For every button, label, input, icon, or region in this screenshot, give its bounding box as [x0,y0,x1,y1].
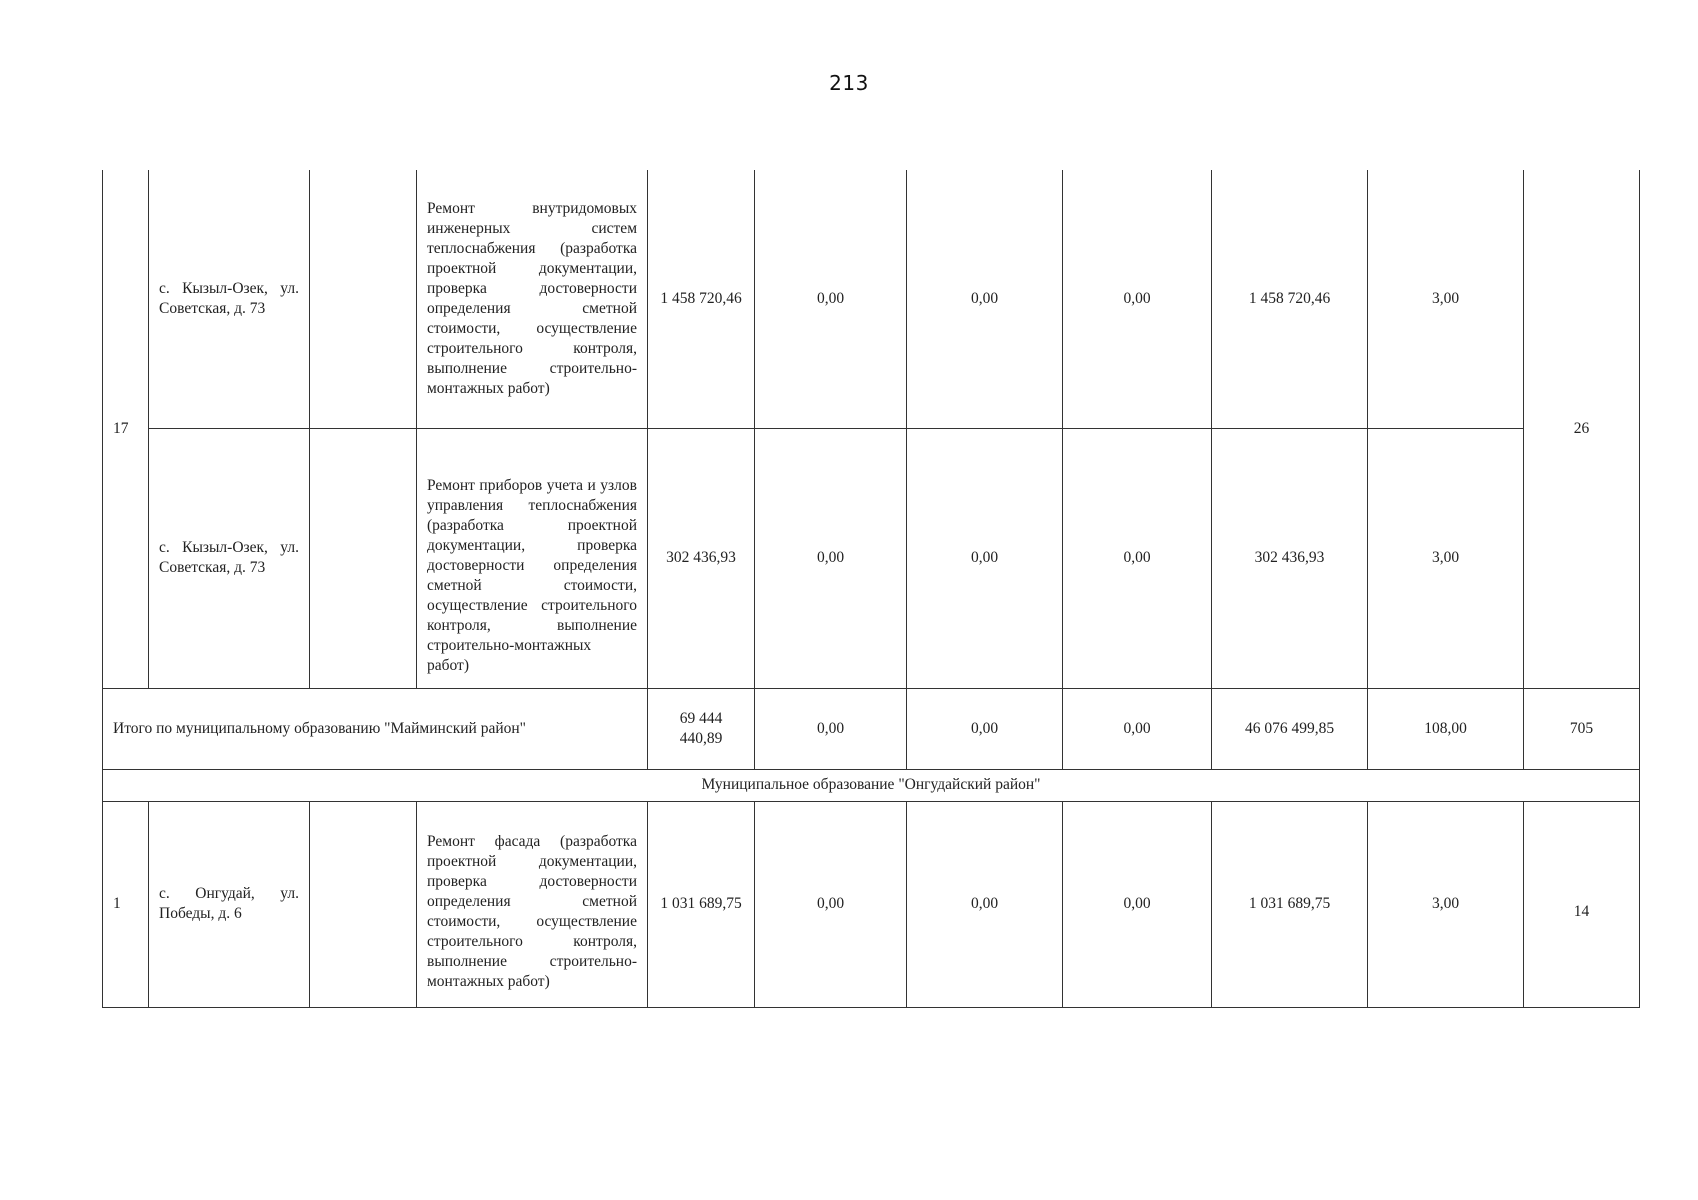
page-number: 213 [829,71,869,95]
last-column-cell: 26 [1524,170,1640,688]
amount-cell: 0,00 [907,801,1063,1007]
subtotal-total-line: 440,89 [679,729,723,747]
subtotal-row [103,688,1640,769]
amount-cell: 0,00 [755,428,907,688]
last-column-cell: 14 [1524,801,1640,1007]
row-index: 17 [103,170,149,688]
address-cell: с. Онгудай, ул. Победы, д. 6 [149,801,310,1007]
amount-cell: 0,00 [1063,170,1212,428]
empty-cell [310,801,417,1007]
work-description-cell: Ремонт фасада (разработка проектной документации, проверка достоверности определения сметной стоимости, осуществление строительного контроля, выполнение строительно-монтажных работ) [417,801,648,1007]
subtotal-label: Итого по муниципальному образованию "Майминский район" [103,688,648,769]
subtotal-amount-cell: 0,00 [755,688,907,769]
subtotal-total-cell [648,688,755,769]
table-row [103,428,1640,688]
row-index: 1 [103,801,149,1007]
amount-cell: 3,00 [1368,801,1524,1007]
amount-cell: 1 031 689,75 [1212,801,1368,1007]
total-cost-cell: 1 031 689,75 [648,801,755,1007]
amount-cell: 0,00 [907,428,1063,688]
total-cost-cell: 1 458 720,46 [648,170,755,428]
address-cell: с. Кызыл-Озек, ул. Советская, д. 73 [149,170,310,428]
work-description-cell: Ремонт внутридомовых инженерных систем теплоснабжения (разработка проектной документации, проверка достоверности определения сметной стоимости, осуществление строительного контроля, выполнение строительно-монтажных работ) [417,170,648,428]
amount-cell: 0,00 [1063,428,1212,688]
amount-cell: 3,00 [1368,428,1524,688]
subtotal-total-line: 69 444 [679,709,723,727]
amount-cell: 0,00 [755,801,907,1007]
work-description-cell: Ремонт приборов учета и узлов управления теплоснабжения (разработка проектной документации, проверка достоверности определения сметной стоимости, осуществление строительного контроля, выполнение строительно-монтажных работ) [417,428,648,688]
subtotal-amount-cell: 108,00 [1368,688,1524,769]
amount-cell: 0,00 [1063,801,1212,1007]
subtotal-last-cell: 705 [1524,688,1640,769]
amount-cell: 302 436,93 [1212,428,1368,688]
table-row [103,801,1640,1007]
subtotal-amount-cell: 46 076 499,85 [1212,688,1368,769]
amount-cell: 3,00 [1368,170,1524,428]
empty-cell [310,428,417,688]
address-cell: с. Кызыл-Озек, ул. Советская, д. 73 [149,428,310,688]
subtotal-amount-cell: 0,00 [1063,688,1212,769]
section-title: Муниципальное образование "Онгудайский район" [103,769,1640,801]
subtotal-amount-cell: 0,00 [907,688,1063,769]
amount-cell: 0,00 [755,170,907,428]
amount-cell: 0,00 [907,170,1063,428]
table-row [103,170,1640,428]
section-header-row [103,769,1640,801]
total-cost-cell: 302 436,93 [648,428,755,688]
amount-cell: 1 458 720,46 [1212,170,1368,428]
works-table [102,170,1640,1008]
empty-cell [310,170,417,428]
